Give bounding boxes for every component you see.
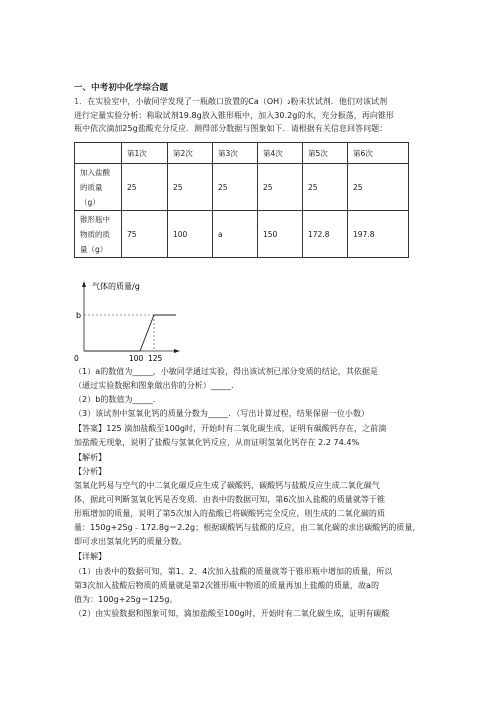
detail-line: 第3次加入盐酸后物质的质量就是第2次锥形瓶中物质的质量再加上盐酸的质量，故a的 [74,581,380,590]
question-line-2: 进行定量实验分析：称取试剂19.8g放入锥形瓶中，加入30.2g的水，充分振荡，再向锥形 [74,111,394,120]
question-line-3: 瓶中依次滴加25g盐酸充分反应．测得部分数据与图象如下．请根据有关信息回答问题： [74,124,388,133]
header-cell: 第3次 [213,143,258,164]
table-row [75,164,409,211]
header-cell: 第5次 [303,143,348,164]
table-cell: 25 [213,164,258,211]
row-label-line: 锥形瓶中 [80,214,110,224]
row-label [75,164,122,211]
x-tick-label: 125 [148,354,163,363]
question-number: 1． [74,97,88,106]
header-cell: 第1次 [122,143,168,164]
x-axis-arrow [174,349,180,353]
row-label-line: 量（g） [80,244,108,254]
y-axis-arrow [82,281,86,287]
row-label [75,211,122,258]
table-row [75,211,409,258]
row-label-line: 加入盐酸 [80,167,110,177]
table-cell: 25 [258,164,303,211]
fenxi-line: 体，据此可判断氢氧化钙是否变质．由表中的数据可知，第6次加入盐酸的质量就等于锥 [74,495,386,504]
fenxi-line: 即可求出氢氧化钙的质量分数。 [74,537,187,546]
x-tick-label: 0 [74,354,79,363]
table-cell: 172.8 [303,211,348,258]
detail-line: 值为：100g+25g＝125g。 [74,595,178,604]
detail-label: 【详解】 [74,552,107,561]
table-cell: 25 [348,164,409,211]
table-cell: a [213,211,258,258]
y-tick-label: b [76,311,82,320]
header-cell: 第2次 [168,143,213,164]
fenxi-line: 形瓶增加的质量，说明了第5次加入的盐酸已将碳酸钙完全反应，则生成的二氧化碳的质 [74,509,386,518]
row-label-line: （g） [80,197,100,207]
gas-mass-chart [72,279,182,367]
data-table [74,142,409,258]
fenxi-line: 氢氧化钙易与空气的中二氧化碳反应生成了碳酸钙，碳酸钙与盐酸反应生成二氧化碳气 [74,481,380,490]
table-cell: 150 [258,211,303,258]
detail-line: （2）由实验数据和图象可知，滴加盐酸至100g时，开始时有二氧化碳生成，证明有碳酸 [74,609,390,618]
y-axis-label: 气体的质量/g [92,282,140,291]
fenxi-label: 【分析】 [74,467,107,476]
jiexi-label: 【解析】 [74,453,107,462]
table-cell: 75 [122,211,168,258]
table-cell: 25 [168,164,213,211]
header-cell: 第6次 [348,143,409,164]
header-cell [75,143,122,164]
table-header-row [75,143,409,164]
table-cell: 197.8 [348,211,409,258]
x-tick-label: 100 [129,354,144,363]
table-cell: 25 [303,164,348,211]
series-line [84,315,176,351]
row-label-line: 物质的质 [80,229,110,239]
sub-question-2: （2）b的数值为_____． [74,395,161,404]
header-cell: 第4次 [258,143,303,164]
row-label-line: 的质量 [80,182,103,192]
sub-question-3: （3）该试剂中氢氧化钙的质量分数为_____．（写出计算过程，结果保留一位小数） [74,409,370,418]
sub-question-1b: （通过实验数据和图象做出你的分析）_____． [74,381,240,390]
fenxi-line: 量：150g+25g﹣172.8g＝2.2g；根据碳酸钙与盐酸的反应，由二氧化碳的求出碳酸钙的质量， [74,523,421,532]
answer-line-2: 加盐酸无现象，说明了盐酸与氢氧化钙反应，从而证明氢氧化钙存在 2.2 74.4% [74,438,360,447]
question-text-1: 在实验室中，小敏同学发现了一瓶敞口放置的Ca（OH）₂粉末状试剂．他们对该试剂 [87,97,388,106]
table-cell: 100 [168,211,213,258]
question-line-1 [74,96,387,107]
sub-question-1a: （1）a的数值为_____，小敏同学通过实验，得出该试剂已部分变质的结论，其依据是 [74,367,379,376]
section-title: 一、中考初中化学综合题 [74,83,169,93]
detail-line: （1）由表中的数据可知，第1、2、4次加入盐酸的质量就等于锥形瓶中增加的质量，所以 [74,567,393,576]
answer-line-1: 【答案】125 滴加盐酸至100g时，开始时有二氧化碳生成，证明有碳酸钙存在，之前滴 [74,424,387,433]
table-cell: 25 [122,164,168,211]
